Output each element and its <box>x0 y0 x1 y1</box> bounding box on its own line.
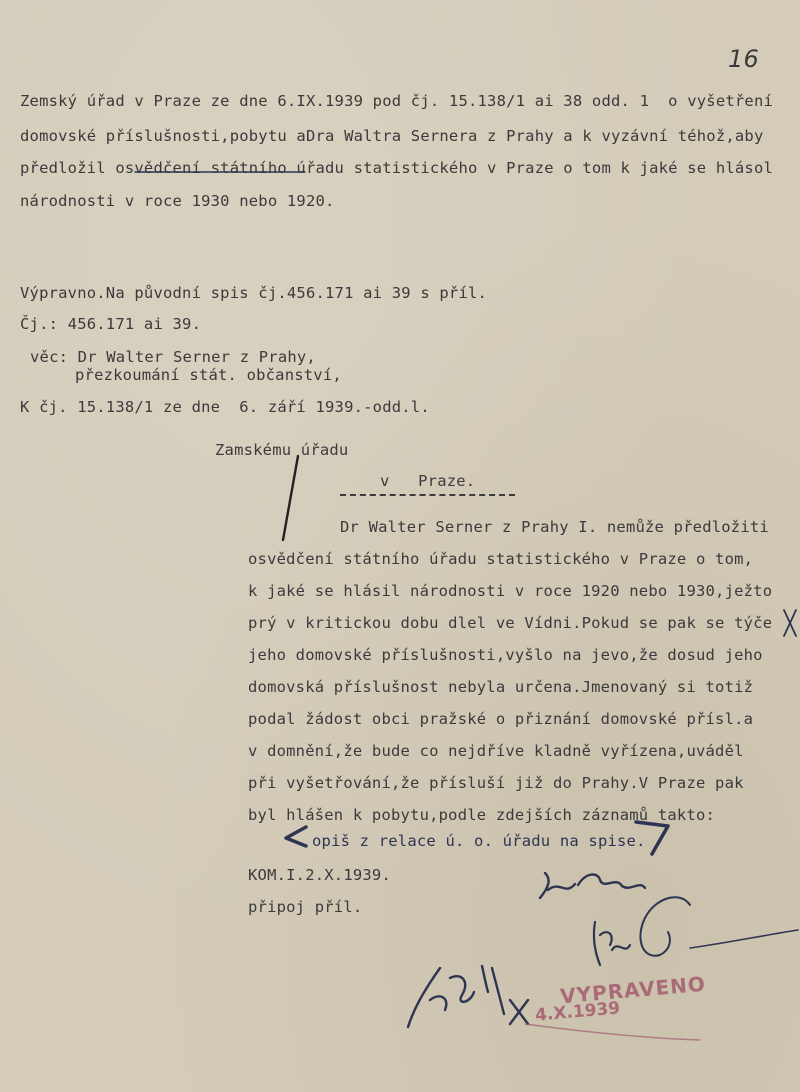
body-line-8: v domnění,že bude co nejdříve kladně vyřízena,uváděl <box>248 742 744 760</box>
reference-number: Čj.: 456.171 ai 39. <box>20 315 202 333</box>
subject-line-1: věc: Dr Walter Serner z Prahy, <box>30 348 316 366</box>
header-line-1: Zemský úřad v Praze ze dne 6.IX.1939 pod čj. 15.138/1 ai 38 odd. 1 o vyšetření <box>20 92 774 110</box>
body-line-4: prý v kritickou dobu dlel ve Vídni.Pokud se pak se týče <box>248 614 773 632</box>
enclosure-line: připoj příl. <box>248 898 363 916</box>
long-stroke <box>690 930 798 948</box>
page-number: 16 <box>728 45 759 73</box>
subject-line-2: přezkoumání stát. občanství, <box>75 366 342 384</box>
body-line-3: k jaké se hlásil národnosti v roce 1920 nebo 1930,ježto <box>248 582 773 600</box>
addressee-line-2: v Praze. <box>380 472 476 490</box>
body-line-1: Dr Walter Serner z Prahy I. nemůže předložiti <box>340 518 769 536</box>
margin-x-mark <box>784 610 796 636</box>
body-line-6: domovská příslušnost nebyla určena.Jmenovaný si totiž <box>248 678 754 696</box>
header-line-2: domovské příslušnosti,pobytu aDra Waltra Sernera z Prahy a k vyzávní téhož,aby <box>20 127 764 145</box>
dispatch-stamp-date: 4.X.1939 <box>534 998 621 1026</box>
open-bracket-mark <box>286 827 306 846</box>
close-bracket-mark <box>636 822 668 854</box>
header-line-4: národnosti v roce 1930 nebo 1920. <box>20 192 335 210</box>
signature-circle <box>640 897 690 955</box>
dispatch-stamp-label: VYPRAVENO <box>559 971 707 1009</box>
reference-line: K čj. 15.138/1 ze dne 6. září 1939.-odd.l. <box>20 398 430 416</box>
dispatch-note: Výpravno.Na původní spis čj.456.171 ai 39 s příl. <box>20 284 488 302</box>
signature-initials <box>594 922 630 965</box>
body-line-10: byl hlášen k pobytu,podle zdejších záznamů takto: <box>248 806 716 824</box>
body-line-7: podal žádost obci pražské o přiznání domovské přísl.a <box>248 710 754 728</box>
signature-bottom-left <box>408 966 528 1027</box>
body-line-9: při vyšetřování,že přísluší již do Prahy.V Praze pak <box>248 774 744 792</box>
header-line-3: předložil osvědčení státního úřadu statistického v Praze o tom k jaké se hlásol <box>20 159 774 177</box>
body-line-5: jeho domovské příslušnosti,vyšlo na jevo,že dosud jeho <box>248 646 763 664</box>
signature-kc <box>540 873 645 898</box>
addressee-line-1: Zamskému úřadu <box>215 441 349 459</box>
date-line: KOM.I.2.X.1939. <box>248 866 391 884</box>
stamp-underline <box>525 1024 700 1040</box>
copy-instruction: opiš z relace ú. o. úřadu na spise. <box>312 832 646 850</box>
body-line-2: osvědčení státního úřadu statistického v Praze o tom, <box>248 550 754 568</box>
tick-mark-pencil <box>283 456 298 540</box>
